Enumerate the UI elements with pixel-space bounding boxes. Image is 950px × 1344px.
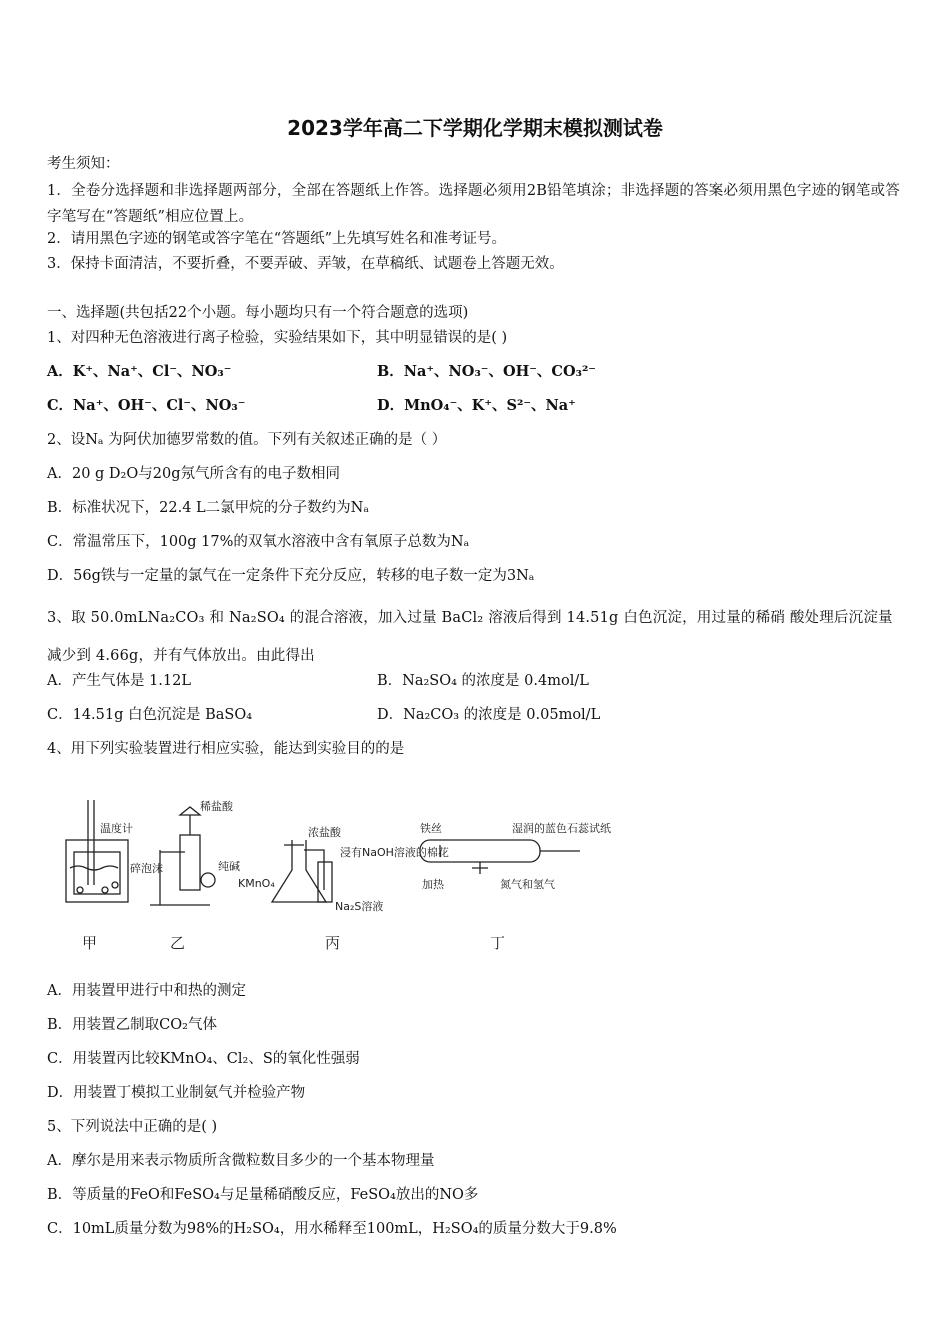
yi-label-0: 稀盐酸 [200, 800, 233, 813]
bing-label-1: 浸有NaOH溶液的棉花 [340, 846, 449, 859]
page-title: 2023学年高二下学期化学期末模拟测试卷 [287, 116, 663, 140]
figure-label-bing: 丙 [325, 934, 341, 952]
q4-option-d: D．用装置丁模拟工业制氨气并检验产物 [47, 1085, 306, 1101]
q5-option-c: C．10mL质量分数为98%的H₂SO₄，用水稀释至100mL，H₂SO₄的质量分数大于9.8% [47, 1221, 617, 1237]
q3-option-b: B．Na₂SO₄ 的浓度是 0.4mol/L [377, 673, 589, 689]
q2-option-a: A．20 g D₂O与20g氖气所含有的电子数相同 [47, 466, 340, 482]
apparatus-jia-drawing [66, 800, 128, 902]
apparatus-figure [60, 790, 620, 960]
bing-label-3: Na₂S溶液 [335, 900, 384, 913]
q2-stem: 2、设Nₐ 为阿伏加德罗常数的值。下列有关叙述正确的是（ ） [47, 432, 447, 448]
q5-option-b: B．等质量的FeO和FeSO₄与足量稀硝酸反应，FeSO₄放出的NO多 [47, 1187, 479, 1203]
q1-stem: 1、对四种无色溶液进行离子检验，实验结果如下，其中明显错误的是( ) [47, 330, 508, 346]
notice-item-2: 2．请用黑色字迹的钢笔或答字笔在“答题纸”上先填写姓名和准考证号。 [47, 231, 507, 247]
figure-label-jia: 甲 [82, 934, 98, 952]
q1-option-a: A．K⁺、Na⁺、Cl⁻、NO₃⁻ [47, 363, 232, 380]
q5-option-a: A．摩尔是用来表示物质所含微粒数目多少的一个基本物理量 [47, 1153, 435, 1169]
ding-label-0: 铁丝 [420, 822, 442, 835]
q3-stem: 3、取 50.0mLNa₂CO₃ 和 Na₂SO₄ 的混合溶液，加入过量 BaCl₂ 溶液后得到 14.51g 白色沉淀，用过量的稀硝 酸处理后沉淀量减少到 4.66g，并有气体放出。由此得出 [47, 610, 893, 664]
bing-label-2: KMnO₄ [238, 877, 275, 890]
ding-label-2: 湿润的蓝色石蕊试纸 [512, 822, 611, 835]
jia-label-0: 温度计 [100, 822, 133, 835]
notice-item-3: 3．保持卡面清洁，不要折叠，不要弄破、弄皱，在草稿纸、试题卷上答题无效。 [47, 256, 564, 272]
figure-label-ding: 丁 [490, 934, 506, 952]
q4-option-c: C．用装置丙比较KMnO₄、Cl₂、S的氧化性强弱 [47, 1051, 360, 1067]
yi-label-1: 纯碱 [218, 860, 240, 873]
apparatus-yi-drawing [150, 807, 215, 905]
q3-option-d: D．Na₂CO₃ 的浓度是 0.05mol/L [377, 707, 601, 723]
apparatus-drawing [60, 790, 620, 960]
q1-option-c: C．Na⁺、OH⁻、Cl⁻、NO₃⁻ [47, 397, 246, 414]
q4-option-a: A．用装置甲进行中和热的测定 [47, 983, 246, 999]
ding-label-1: 加热 [422, 878, 444, 891]
notice-item-1: 1．全卷分选择题和非选择题两部分，全部在答题纸上作答。选择题必须用2B铅笔填涂；非选择题的答案必须用黑色字迹的钢笔或答字笔写在“答题纸”相应位置上。 [47, 183, 900, 225]
jia-label-1: 碎泡沫 [130, 862, 163, 875]
notice-heading: 考生须知： [47, 156, 120, 172]
figure-label-yi: 乙 [170, 934, 186, 952]
q2-option-d: D．56g铁与一定量的氯气在一定条件下充分反应，转移的电子数一定为3Nₐ [47, 568, 535, 584]
q4-stem: 4、用下列实验装置进行相应实验，能达到实验目的的是 [47, 741, 405, 757]
q2-option-b: B．标准状况下，22.4 L二氯甲烷的分子数约为Nₐ [47, 500, 369, 516]
q1-option-d: D．MnO₄⁻、K⁺、S²⁻、Na⁺ [377, 397, 576, 414]
ding-label-3: 氮气和氢气 [500, 878, 555, 891]
q3-option-a: A．产生气体是 1.12L [47, 673, 191, 689]
q1-option-b: B．Na⁺、NO₃⁻、OH⁻、CO₃²⁻ [377, 363, 596, 380]
q5-stem: 5、下列说法中正确的是( ) [47, 1119, 218, 1135]
q3-option-c: C．14.51g 白色沉淀是 BaSO₄ [47, 707, 253, 723]
section-heading: 一、选择题(共包括22个小题。每小题均只有一个符合题意的选项) [47, 305, 469, 321]
apparatus-bing-drawing [272, 840, 332, 902]
q4-option-b: B．用装置乙制取CO₂气体 [47, 1017, 217, 1033]
bing-label-0: 浓盐酸 [308, 826, 341, 839]
q2-option-c: C．常温常压下，100g 17%的双氧水溶液中含有氧原子总数为Nₐ [47, 534, 470, 550]
